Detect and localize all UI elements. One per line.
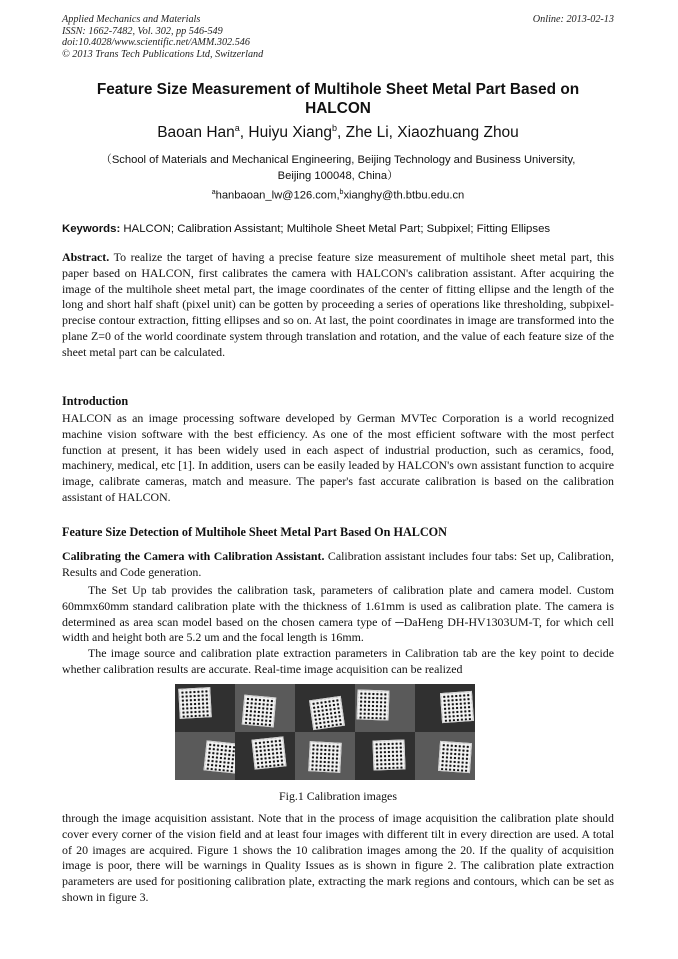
calibration-image-1: [175, 684, 235, 732]
title-line-1: Feature Size Measurement of Multihole Sheet Metal Part Based on: [96, 81, 580, 98]
email-b: xianghy@th.btbu.edu.cn: [343, 189, 465, 202]
calibration-image-5: [415, 684, 475, 732]
calibration-label: Calibrating the Camera with Calibration Assistant.: [62, 549, 325, 563]
keywords-label: Keywords:: [62, 223, 121, 235]
online-date: Online: 2013-02-13: [532, 14, 614, 25]
image-source-paragraph: The image source and calibration plate extraction parameters in Calibration tab are the key point to decide whether calibration results are accurate. Real-time image acquisition can be realized: [62, 646, 614, 676]
author-2: , Huiyu Xiang: [239, 124, 332, 142]
keywords: [62, 223, 614, 235]
calibration-image-3: [295, 684, 355, 732]
calibration-image-9: [355, 732, 415, 780]
acquisition-paragraph: through the image acquisition assistant. Note that in the process of image acquisition the calibration plate should cover every corner of the vision field and at least four images with different tilt in every direction are used. A total of 20 images are acquired. Figure 1 shows the 10 calibration images among the 20. If the quality of acquisition image is poor, there will be warnings in Quality Issues as is shown in figure 2. The calibration plate extraction parameters are used for positioning calibration plate, extracting the mark regions and contours, which can be set as shown in figure 3.: [62, 811, 614, 904]
journal-header: [62, 14, 263, 60]
affiliation-line-2: Beijing 100048, China）: [277, 170, 399, 182]
abstract-text: To realize the target of having a precise feature size measurement of multihole sheet metal part, this paper based on HALCON, first calibrates the camera with HALCON's calibration assistant. After acquiring the image of the multihole sheet metal part, the image coordinates of the center of fitting ellipse and the length of the long and short half shaft (pixel unit) can be gotten by proceeding a series of operations like thresholding, subpixel-precise contour extraction, fitting ellipses and so on. At last, the point coordinates in image are transformed into the plane Z=0 of the world coordinate system through translation and rotation, and the value of each feature size of the sheet metal part can be calculated.: [62, 250, 614, 359]
affiliation-line-1: （School of Materials and Mechanical Engineering, Beijing Technology and Business University,: [100, 154, 576, 166]
issn: ISSN: 1662-7482, Vol. 302, pp 546-549: [62, 25, 223, 37]
other-authors: , Zhe Li, Xiaozhuang Zhou: [336, 124, 519, 142]
intro-heading: Introduction: [62, 394, 129, 408]
copyright: © 2013 Trans Tech Publications Ltd, Switzerland: [62, 48, 264, 60]
affiliation: [62, 152, 614, 184]
email-line: [62, 189, 614, 202]
title-line-2: HALCON: [305, 100, 371, 117]
figure-caption: Fig.1 Calibration images: [279, 789, 397, 803]
section-heading: Feature Size Detection of Multihole Sheet Metal Part Based On HALCON: [62, 525, 447, 539]
email-a: hanbaoan_lw@126.com,: [215, 189, 340, 202]
author-list: [62, 123, 614, 142]
calibration-image-2: [235, 684, 295, 732]
calibration-image-7: [235, 732, 295, 780]
author-1: Baoan Han: [157, 124, 235, 142]
abstract-label: Abstract.: [62, 250, 110, 264]
email-a-mark: a: [211, 189, 216, 196]
abstract: [62, 250, 614, 361]
calibration-image-10: [415, 732, 475, 780]
journal-name: Applied Mechanics and Materials: [62, 14, 201, 25]
calibration-image-4: [355, 684, 415, 732]
calibration-images-figure: [175, 684, 475, 780]
calibration-text: Calibration assistant includes four tabs: Set up, Calibration, Results and Code generation.: [62, 549, 614, 579]
author-1-mark: a: [234, 123, 240, 133]
calibration-paragraph: [62, 549, 614, 581]
calibration-image-6: [175, 732, 235, 780]
author-2-mark: b: [331, 123, 337, 133]
keywords-text: HALCON; Calibration Assistant; Multihole Sheet Metal Part; Subpixel; Fitting Ellipses: [120, 223, 551, 235]
email-b-mark: b: [339, 189, 344, 196]
doi: doi:10.4028/www.scientific.net/AMM.302.546: [62, 37, 250, 49]
calibration-image-8: [295, 732, 355, 780]
setup-paragraph: The Set Up tab provides the calibration task, parameters of calibration plate and camera model. Custom 60mmx60mm standard calibration plate with the thickness of 1.61mm is used as calibration plate. The camera is determined as area scan model based on the chosen camera type of ─DaHeng DH-HV1303UM-T, for which cell width and height both are 5.2 um and the focal length is 16mm.: [62, 583, 614, 645]
paper-title: [62, 80, 614, 118]
intro-paragraph: HALCON as an image processing software developed by German MVTec Corporation is a world recognized machine vision software with the best efficiency. As one of the most efficient software with the most perfect function at present, it has been widely used in each aspect of industrial production, such as ceramics, food, machinery, medical, etc [1]. In addition, users can be easily leaded by HALCON's own assistant function to acquire image, calibrate cameras, match and measure. The paper's fast accurate calibration is based on the calibration assistant of HALCON.: [62, 411, 614, 504]
